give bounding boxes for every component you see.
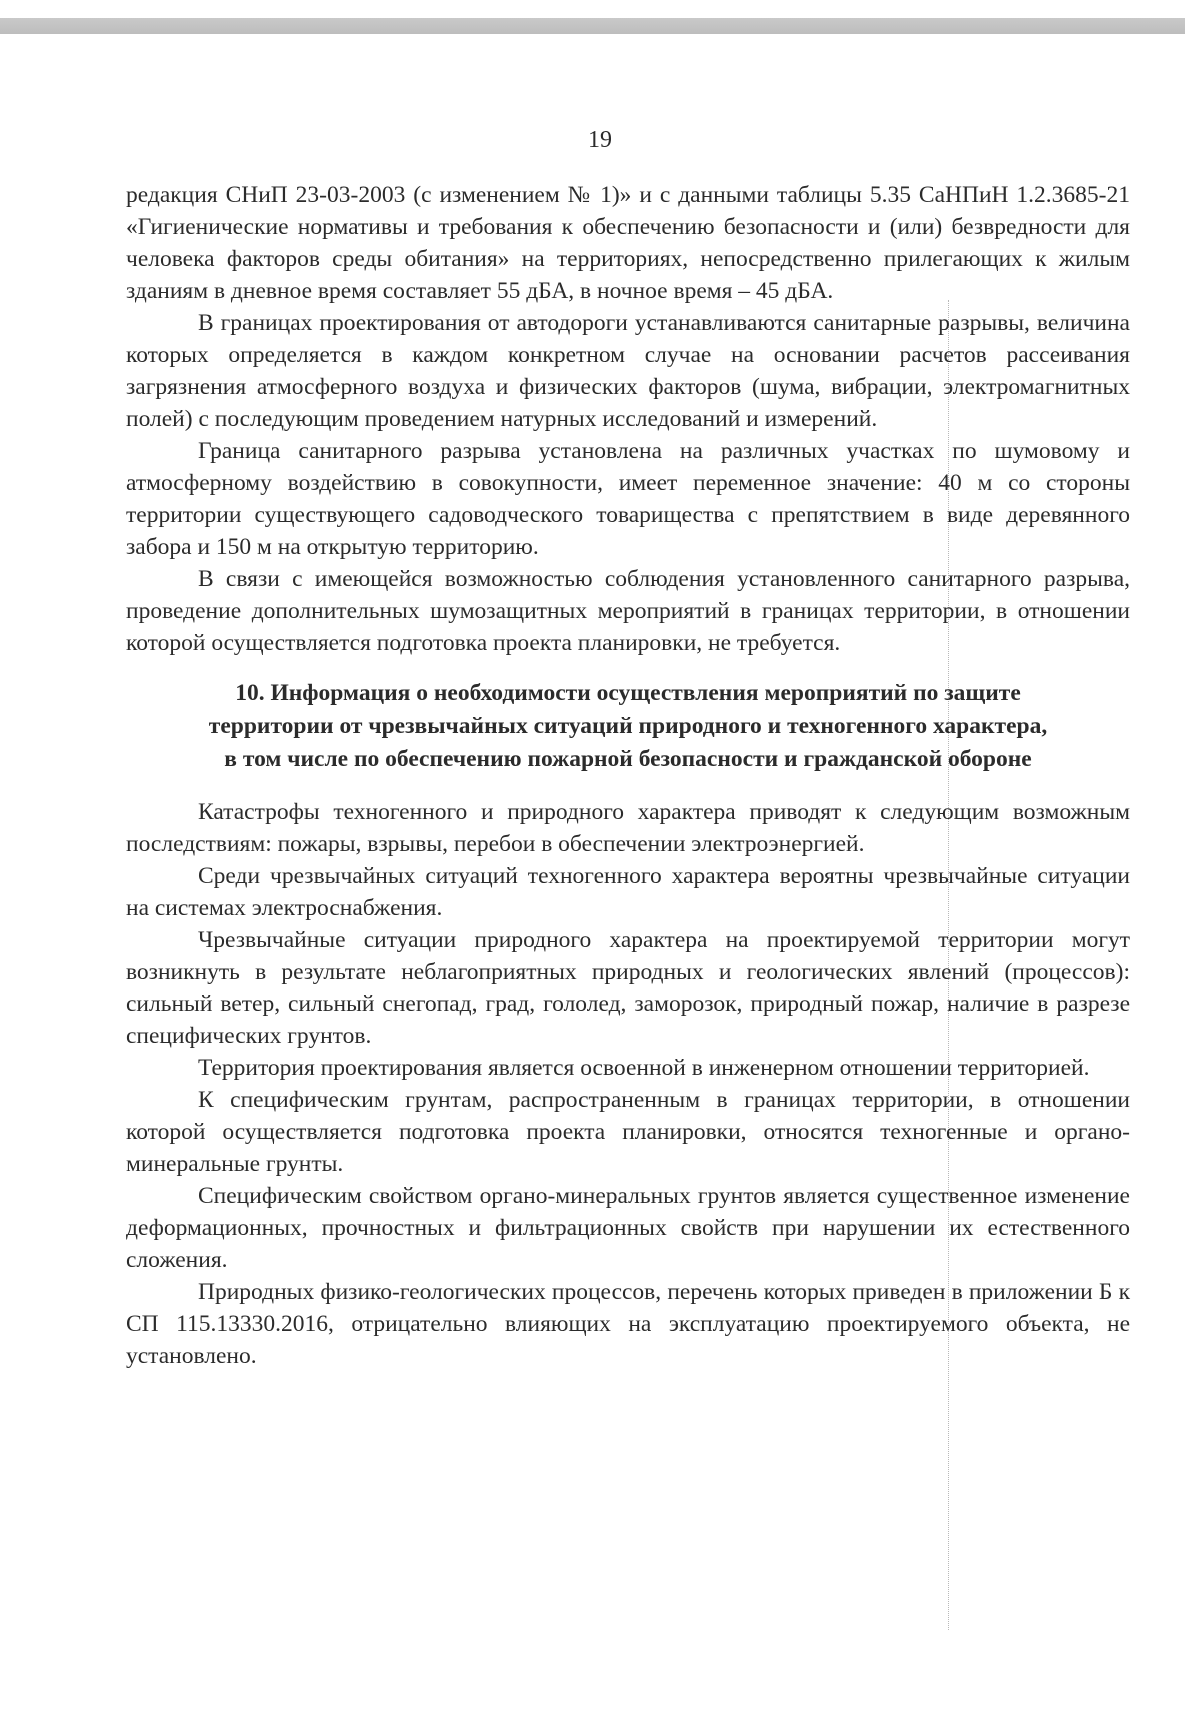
paragraph-catastrophes: Катастрофы техногенного и природного характера приводят к следующим возможным последствиям: пожары, взрывы, перебои в обеспечении электроэнергией. (126, 799, 1130, 857)
paragraph-processes: Природных физико-геологических процессов, перечень которых приведен в приложении Б к СП 115.13330.2016, отрицательно влияющих на эксплуатацию проектируемого объекта, не установлено. (126, 1279, 1130, 1369)
page-number: 19 (588, 127, 612, 153)
paragraph-continuation: редакция СНиП 23-03-2003 (с изменением № 1)» и с данными таблицы 5.35 СаНПиН 1.2.3685-21 «Гигиенические нормативы и требования к обеспечению безопасности и (или) безвредности для человека факторов среды обитания» на территориях, непосредственно прилегающих к жилым зданиям в дневное время составляет 55 дБА, в ночное время – 45 дБА. (126, 182, 1130, 304)
document-body (126, 179, 1130, 1372)
paragraph-technogenic: Среди чрезвычайных ситуаций техногенного характера вероятны чрезвычайные ситуации на системах электроснабжения. (126, 863, 1130, 921)
paragraph-soils: К специфическим грунтам, распространенным в границах территории, в отношении которой осуществляется подготовка проекта планировки, относятся техногенные и органо-минеральные грунты. (126, 1087, 1130, 1177)
paragraph-soil-property: Специфическим свойством органо-минеральных грунтов является существенное изменение деформационных, прочностных и фильтрационных свойств при нарушении их естественного сложения. (126, 1183, 1130, 1273)
paragraph-sanitary-gaps: В границах проектирования от автодороги устанавливаются санитарные разрывы, величина которых определяется в каждом конкретном случае на основании расчетов рассеивания загрязнения атмосферного воздуха и физических факторов (шума, вибрации, электромагнитных полей) с последующим проведением натурных исследований и измерений. (126, 310, 1130, 432)
paragraph-natural: Чрезвычайные ситуации природного характера на проектируемой территории могут возникнуть в результате неблагоприятных природных и геологических явлений (процессов): сильный ветер, сильный снегопад, град, гололед, заморозок, природный пожар, наличие в разрезе специфических грунтов. (126, 927, 1130, 1049)
paragraph-gap-boundary: Граница санитарного разрыва установлена на различных участках по шумовому и атмосферному воздействию в совокупности, имеет переменное значение: 40 м со стороны территории существующего садоводческого товарищества с препятствием в виде деревянного забора и 150 м на открытую территорию. (126, 438, 1130, 560)
section-heading (126, 677, 1130, 776)
paragraph-territory: Территория проектирования является освоенной в инженерном отношении территорией. (198, 1055, 1090, 1081)
section-heading-line: 10. Информация о необходимости осуществления мероприятий по защите (235, 680, 1021, 706)
section-heading-line: в том числе по обеспечению пожарной безопасности и гражданской обороне (224, 746, 1032, 772)
paragraph-noise-measures: В связи с имеющейся возможностью соблюдения установленного санитарного разрыва, проведение дополнительных шумозащитных мероприятий в границах территории, в отношении которой осуществляется подготовка проекта планировки, не требуется. (126, 566, 1130, 656)
scan-top-edge (0, 18, 1185, 34)
section-heading-line: территории от чрезвычайных ситуаций природного и техногенного характера, (208, 713, 1048, 739)
